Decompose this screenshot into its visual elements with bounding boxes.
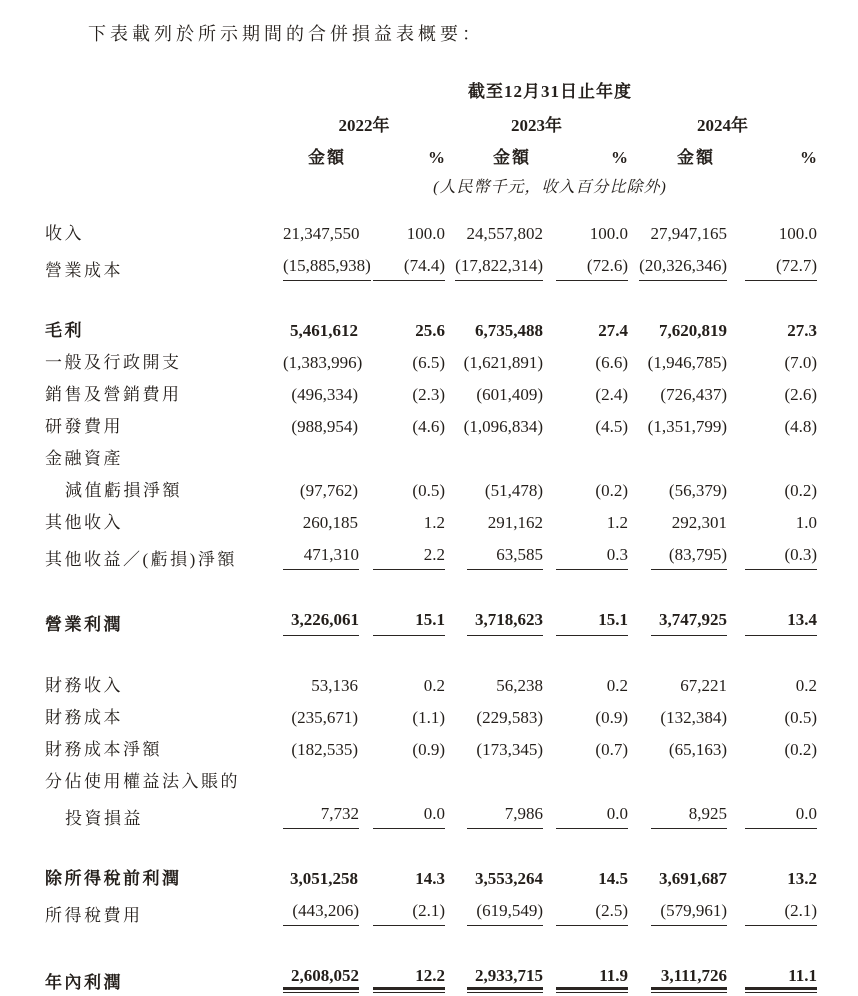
table-row	[45, 287, 817, 347]
row-label: 收入	[45, 224, 84, 244]
cell-value: 21,347,550	[283, 224, 360, 244]
cell-value: 13.4	[727, 576, 817, 641]
cell-value: 1.2	[423, 513, 445, 533]
cell-value: 53,136	[311, 675, 358, 695]
cell-value: 292,301	[671, 513, 727, 533]
cell-value: 260,185	[302, 513, 358, 533]
amount-header-2024: 金額	[677, 148, 715, 168]
cell-value: 3,051,258	[290, 868, 358, 888]
cell-value: (72.7)	[727, 250, 817, 287]
cell-value: 3,111,726	[628, 932, 727, 996]
year-header-2022: 2022年	[338, 116, 390, 136]
cell-value: (65,163)	[668, 739, 727, 759]
cell-value: 3,226,061	[283, 576, 358, 641]
row-label: 年內利潤	[45, 973, 123, 993]
row-label: 減值虧損淨額	[65, 481, 182, 501]
cell-value: 14.3	[415, 868, 445, 888]
cell-value: (2.1)	[727, 895, 817, 932]
cell-value: (0.2)	[595, 481, 628, 501]
year-header-2023: 2023年	[511, 116, 562, 136]
table-row	[45, 895, 817, 932]
cell-value: (4.8)	[784, 417, 818, 437]
row-label: 營業利潤	[45, 615, 123, 635]
cell-value: (0.7)	[595, 739, 628, 759]
cell-value: 2,608,052	[283, 932, 358, 996]
cell-value: 27.4	[598, 321, 628, 341]
cell-value: (83,795)	[628, 539, 727, 576]
cell-value: 14.5	[598, 868, 628, 888]
cell-value: (2.5)	[543, 895, 628, 932]
table-row	[45, 507, 817, 539]
cell-value: (2.1)	[358, 895, 445, 932]
unit-note: (人民幣千元，收入百分比除外)	[433, 179, 667, 197]
column-header-row	[45, 142, 817, 174]
cell-value: (0.5)	[784, 707, 818, 727]
cell-value: 6,735,488	[475, 321, 543, 341]
cell-value: 1.2	[606, 513, 628, 533]
header-spacer	[45, 174, 283, 218]
cell-value: (229,583)	[476, 707, 543, 727]
row-label: 除所得稅前利潤	[45, 868, 182, 888]
table-row	[45, 539, 817, 576]
cell-value: (7.0)	[784, 353, 818, 373]
cell-value: (0.2)	[784, 739, 818, 759]
row-label: 財務成本淨額	[45, 739, 162, 759]
cell-value: 2,933,715	[445, 932, 543, 996]
table-row	[45, 734, 817, 766]
cell-value: 25.6	[415, 321, 445, 341]
table-body	[45, 218, 817, 996]
percent-header-2023: %	[611, 148, 628, 168]
row-label: 金融資產	[45, 449, 123, 469]
year-header-row	[45, 107, 817, 142]
cell-value: 63,585	[445, 539, 543, 576]
unit-note-row	[45, 174, 817, 218]
cell-value: (0.9)	[595, 707, 628, 727]
row-label: 所得稅費用	[45, 905, 143, 925]
cell-value: 5,461,612	[290, 321, 358, 341]
cell-value: 0.2	[423, 675, 445, 695]
cell-value: (74.4)	[358, 250, 445, 287]
row-label: 財務收入	[45, 675, 123, 695]
cell-value: 15.1	[358, 576, 445, 641]
cell-value: (579,961)	[628, 895, 727, 932]
cell-value: 11.1	[727, 932, 817, 996]
cell-value: 8,925	[628, 798, 727, 835]
cell-value: (1.1)	[412, 707, 445, 727]
cell-value: 0.3	[543, 539, 628, 576]
header-spacer	[45, 142, 283, 174]
cell-value: (443,206)	[283, 895, 358, 932]
table-row	[45, 576, 817, 641]
table-row	[45, 798, 817, 835]
cell-value: (2.6)	[784, 385, 818, 405]
cell-value: (173,345)	[476, 739, 543, 759]
cell-value: 27,947,165	[650, 224, 727, 244]
cell-value: 56,238	[496, 675, 543, 695]
cell-value: (619,549)	[445, 895, 543, 932]
cell-value: (97,762)	[299, 481, 358, 501]
header-spacer	[45, 107, 283, 142]
cell-value: 27.3	[787, 321, 818, 341]
cell-value: (0.2)	[784, 481, 818, 501]
period-header: 截至12月31日止年度	[468, 82, 633, 101]
row-label: 一般及行政開支	[45, 353, 182, 373]
cell-value: (6.5)	[412, 353, 445, 373]
amount-header-2022: 金額	[308, 148, 346, 168]
cell-value: 0.0	[727, 798, 817, 835]
table-row	[45, 702, 817, 734]
row-label: 其他收入	[45, 513, 123, 533]
cell-value: 1.0	[795, 513, 818, 533]
row-label: 其他收益／(虧損)淨額	[45, 550, 237, 570]
amount-header-2023: 金額	[493, 148, 531, 168]
cell-value: 100.0	[778, 224, 818, 244]
cell-value: 15.1	[543, 576, 628, 641]
year-header-2024: 2024年	[697, 116, 749, 136]
cell-value: 100.0	[406, 224, 445, 244]
row-label: 投資損益	[65, 808, 143, 828]
cell-value: 7,986	[445, 798, 543, 835]
percent-header-2022: %	[428, 148, 445, 168]
cell-value: (17,822,314)	[445, 250, 543, 287]
cell-value: 0.0	[358, 798, 445, 835]
cell-value: 291,162	[487, 513, 543, 533]
cell-value: 7,732	[283, 798, 358, 835]
cell-value: 0.2	[795, 675, 818, 695]
cell-value: (4.6)	[412, 417, 445, 437]
page-title: 下表載列於所示期間的合併損益表概要：	[88, 24, 484, 44]
cell-value: (6.6)	[595, 353, 628, 373]
table-row	[45, 475, 817, 507]
row-label: 銷售及營銷費用	[45, 385, 182, 405]
cell-value: 67,221	[680, 675, 727, 695]
cell-value: 11.9	[543, 932, 628, 996]
row-label: 財務成本	[45, 707, 123, 727]
cell-value: (2.3)	[412, 385, 445, 405]
empty-cells	[283, 443, 817, 475]
income-statement-table	[45, 70, 817, 996]
cell-value: 100.0	[589, 224, 628, 244]
cell-value: (601,409)	[476, 385, 543, 405]
table-row	[45, 250, 817, 287]
cell-value: (56,379)	[668, 481, 727, 501]
empty-cells	[283, 766, 817, 798]
table-row	[45, 347, 817, 379]
cell-value: (726,437)	[660, 385, 727, 405]
table-row	[45, 932, 817, 996]
period-header-row	[45, 70, 817, 107]
table-header	[45, 70, 817, 218]
table-row	[45, 218, 817, 250]
cell-value: (182,535)	[291, 739, 358, 759]
header-spacer	[45, 70, 283, 107]
cell-value: (132,384)	[660, 707, 727, 727]
cell-value: (1,383,996)	[283, 353, 363, 373]
cell-value: 13.2	[787, 868, 818, 888]
cell-value: (988,954)	[291, 417, 358, 437]
cell-value: (4.5)	[595, 417, 628, 437]
cell-value: (235,671)	[291, 707, 358, 727]
cell-value: (1,946,785)	[647, 353, 727, 373]
cell-value: 12.2	[358, 932, 445, 996]
cell-value: (15,885,938)	[283, 250, 358, 287]
cell-value: (72.6)	[543, 250, 628, 287]
cell-value: (0.9)	[412, 739, 445, 759]
cell-value: 0.2	[606, 675, 628, 695]
cell-value: 3,553,264	[475, 868, 543, 888]
row-label: 研發費用	[45, 417, 123, 437]
cell-value: 3,718,623	[445, 576, 543, 641]
cell-value: 24,557,802	[466, 224, 543, 244]
cell-value: 7,620,819	[659, 321, 727, 341]
percent-header-2024: %	[800, 148, 818, 168]
cell-value: (1,096,834)	[463, 417, 543, 437]
table-row	[45, 766, 817, 798]
cell-value: 3,691,687	[659, 868, 727, 888]
table-row	[45, 379, 817, 411]
table-row	[45, 835, 817, 895]
row-label: 營業成本	[45, 261, 123, 281]
table-row	[45, 642, 817, 702]
cell-value: (51,478)	[484, 481, 543, 501]
cell-value: 471,310	[283, 539, 358, 576]
cell-value: 3,747,925	[628, 576, 727, 641]
cell-value: (496,334)	[291, 385, 358, 405]
cell-value: (1,621,891)	[463, 353, 543, 373]
cell-value: (20,326,346)	[628, 250, 727, 287]
row-label: 分佔使用權益法入賬的	[45, 771, 240, 791]
row-label: 毛利	[45, 321, 84, 341]
cell-value: 2.2	[358, 539, 445, 576]
cell-value: (1,351,799)	[647, 417, 727, 437]
table-row	[45, 443, 817, 475]
cell-value: (2.4)	[595, 385, 628, 405]
cell-value: (0.5)	[412, 481, 445, 501]
table-row	[45, 411, 817, 443]
cell-value: (0.3)	[727, 539, 817, 576]
cell-value: 0.0	[543, 798, 628, 835]
